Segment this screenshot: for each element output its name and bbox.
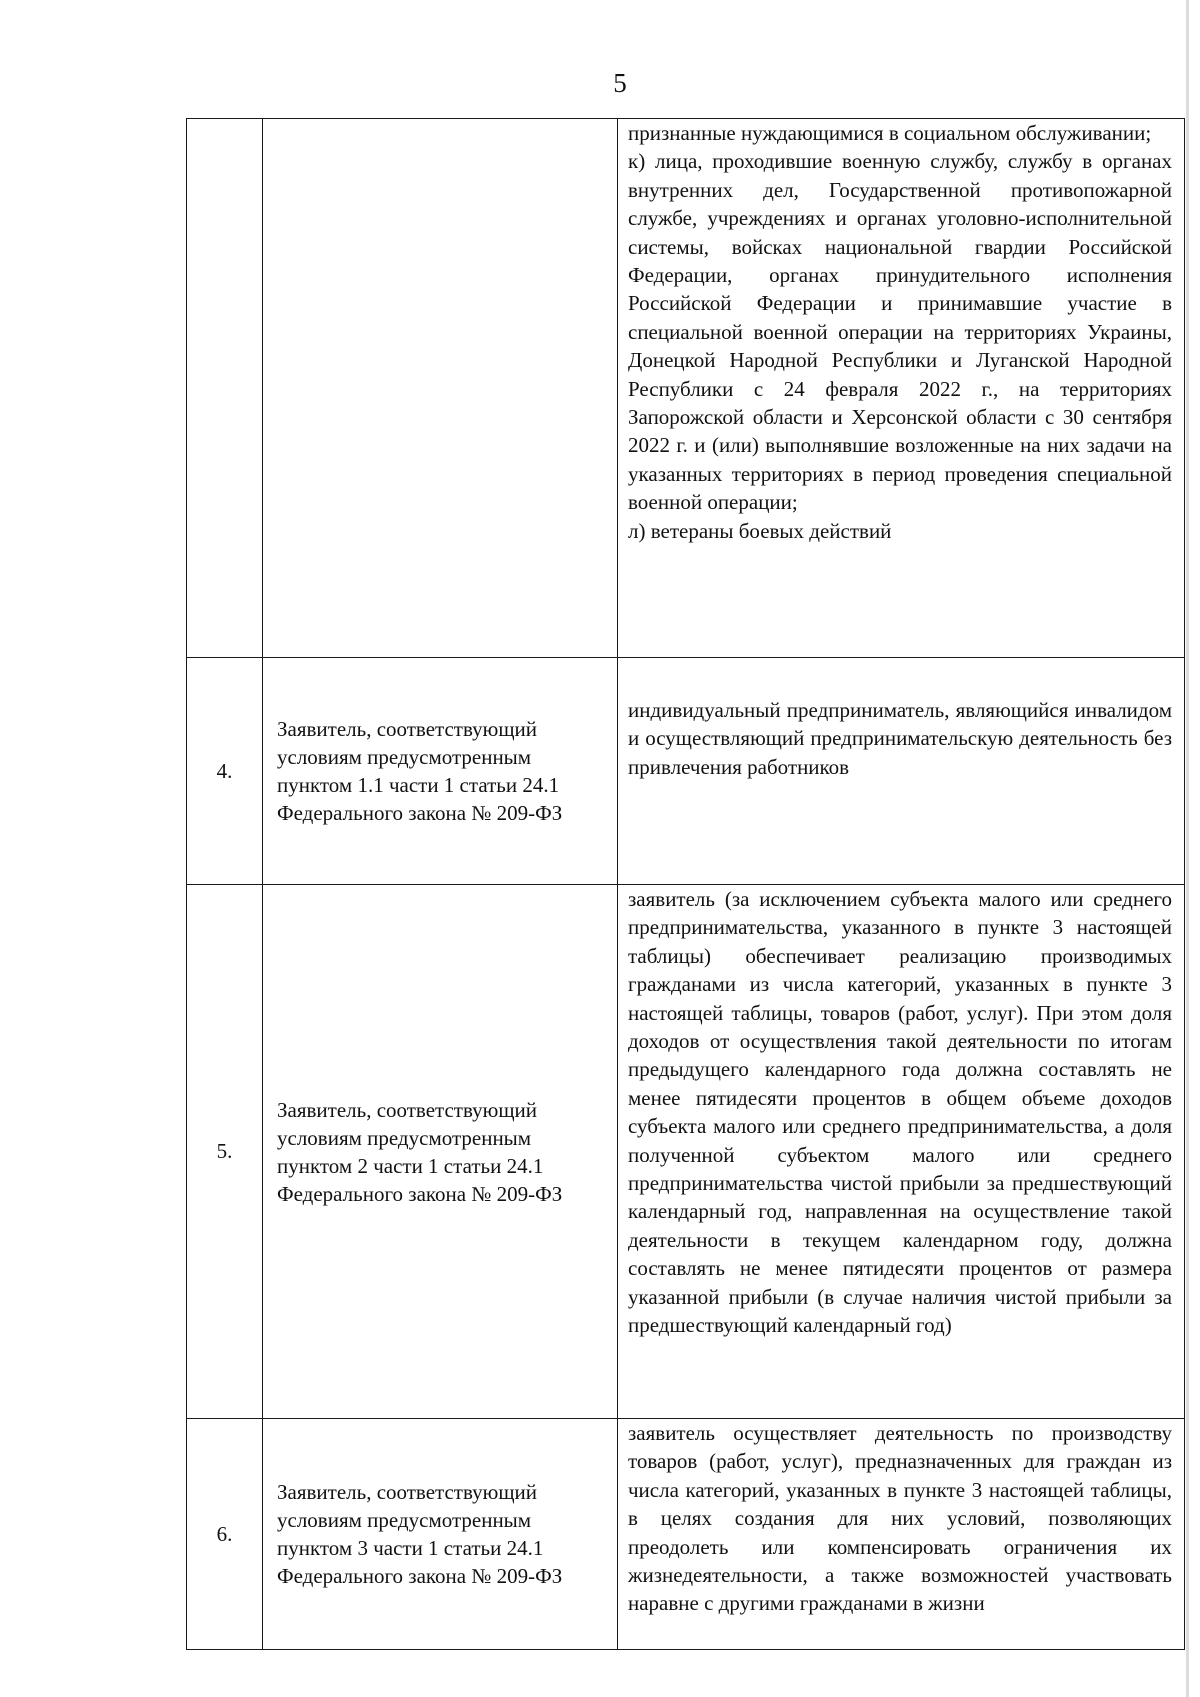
- criteria-paragraph: заявитель осуществляет деятельность по производству товаров (работ, услуг), предназначенных для граждан из числа категорий, указанных в пункте 3 настоящей таблицы, в целях создания для них условий, позволяющих преодолеть или компенсировать ограничения их жизнедеятельности, а также возможностей участвовать наравне с другими гражданами в жизни: [628, 1421, 1172, 1616]
- table-row: [187, 658, 1185, 885]
- criteria-paragraph: индивидуальный предприниматель, являющийся инвалидом и осуществляющий предпринимательскую деятельность без привлечения работников: [628, 698, 1172, 779]
- page-number: 5: [613, 68, 627, 98]
- applicant-cell: Заявитель, соответствующий условиям предусмотренным пунктом 1.1 части 1 статьи 24.1 Федерального закона № 209-ФЗ: [263, 658, 618, 885]
- criteria-cell: [618, 1419, 1185, 1650]
- criteria-paragraph: признанные нуждающимися в социальном обслуживании;: [628, 121, 1152, 145]
- table-row: [187, 119, 1185, 658]
- criteria-paragraph: заявитель (за исключением субъекта малого или среднего предпринимательства, указанного в пункте 3 настоящей таблицы) обеспечивает реализацию производимых гражданами из числа категорий, указанных в пункте 3 настоящей таблицы, товаров (работ, услуг). При этом доля доходов от осуществления такой деятельности по итогам предыдущего календарного года должна составлять не менее пятидесяти процентов в общем объеме доходов субъекта малого или среднего предпринимательства, а доля полученной субъектом малого или среднего предпринимательства чистой прибыли за предшествующий календарный год, направленная на осуществление такой деятельности в текущем календарном году, должна составлять не менее пятидесяти процентов от размера указанной прибыли (в случае наличия чистой прибыли за предшествующий календарный год): [628, 887, 1172, 1338]
- row-number: 4.: [187, 658, 263, 885]
- criteria-cell: [618, 119, 1185, 658]
- criteria-cell: [618, 885, 1185, 1419]
- row-number: [187, 119, 263, 658]
- criteria-paragraph: к) лица, проходившие военную службу, службу в органах внутренних дел, Государственной противопожарной службе, учреждениях и органах уголовно-исполнительной системы, войсках национальной гвардии Российской Федерации, органах принудительного исполнения Российской Федерации и принимавшие участие в специальной военной операции на территориях Украины, Донецкой Народной Республики и Луганской Народной Республики с 24 февраля 2022 г., на территориях Запорожской области и Херсонской области с 30 сентября 2022 г. и (или) выполнявшие возложенные на них задачи на указанных территориях в период проведения специальной военной операции;: [628, 149, 1172, 515]
- applicant-cell: Заявитель, соответствующий условиям предусмотренным пунктом 2 части 1 статьи 24.1 Федерального закона № 209-ФЗ: [263, 885, 618, 1419]
- criteria-cell: [618, 658, 1185, 885]
- criteria-paragraph: л) ветераны боевых действий: [628, 518, 892, 543]
- row-number: 6.: [187, 1419, 263, 1650]
- row-number: 5.: [187, 885, 263, 1419]
- table-row: [187, 1419, 1185, 1650]
- applicant-cell: [263, 119, 618, 658]
- applicant-cell: Заявитель, соответствующий условиям предусмотренным пунктом 3 части 1 статьи 24.1 Федерального закона № 209-ФЗ: [263, 1419, 618, 1650]
- criteria-table: [186, 118, 1185, 1650]
- page-edge-shadow: [1186, 0, 1189, 1697]
- table-row: [187, 885, 1185, 1419]
